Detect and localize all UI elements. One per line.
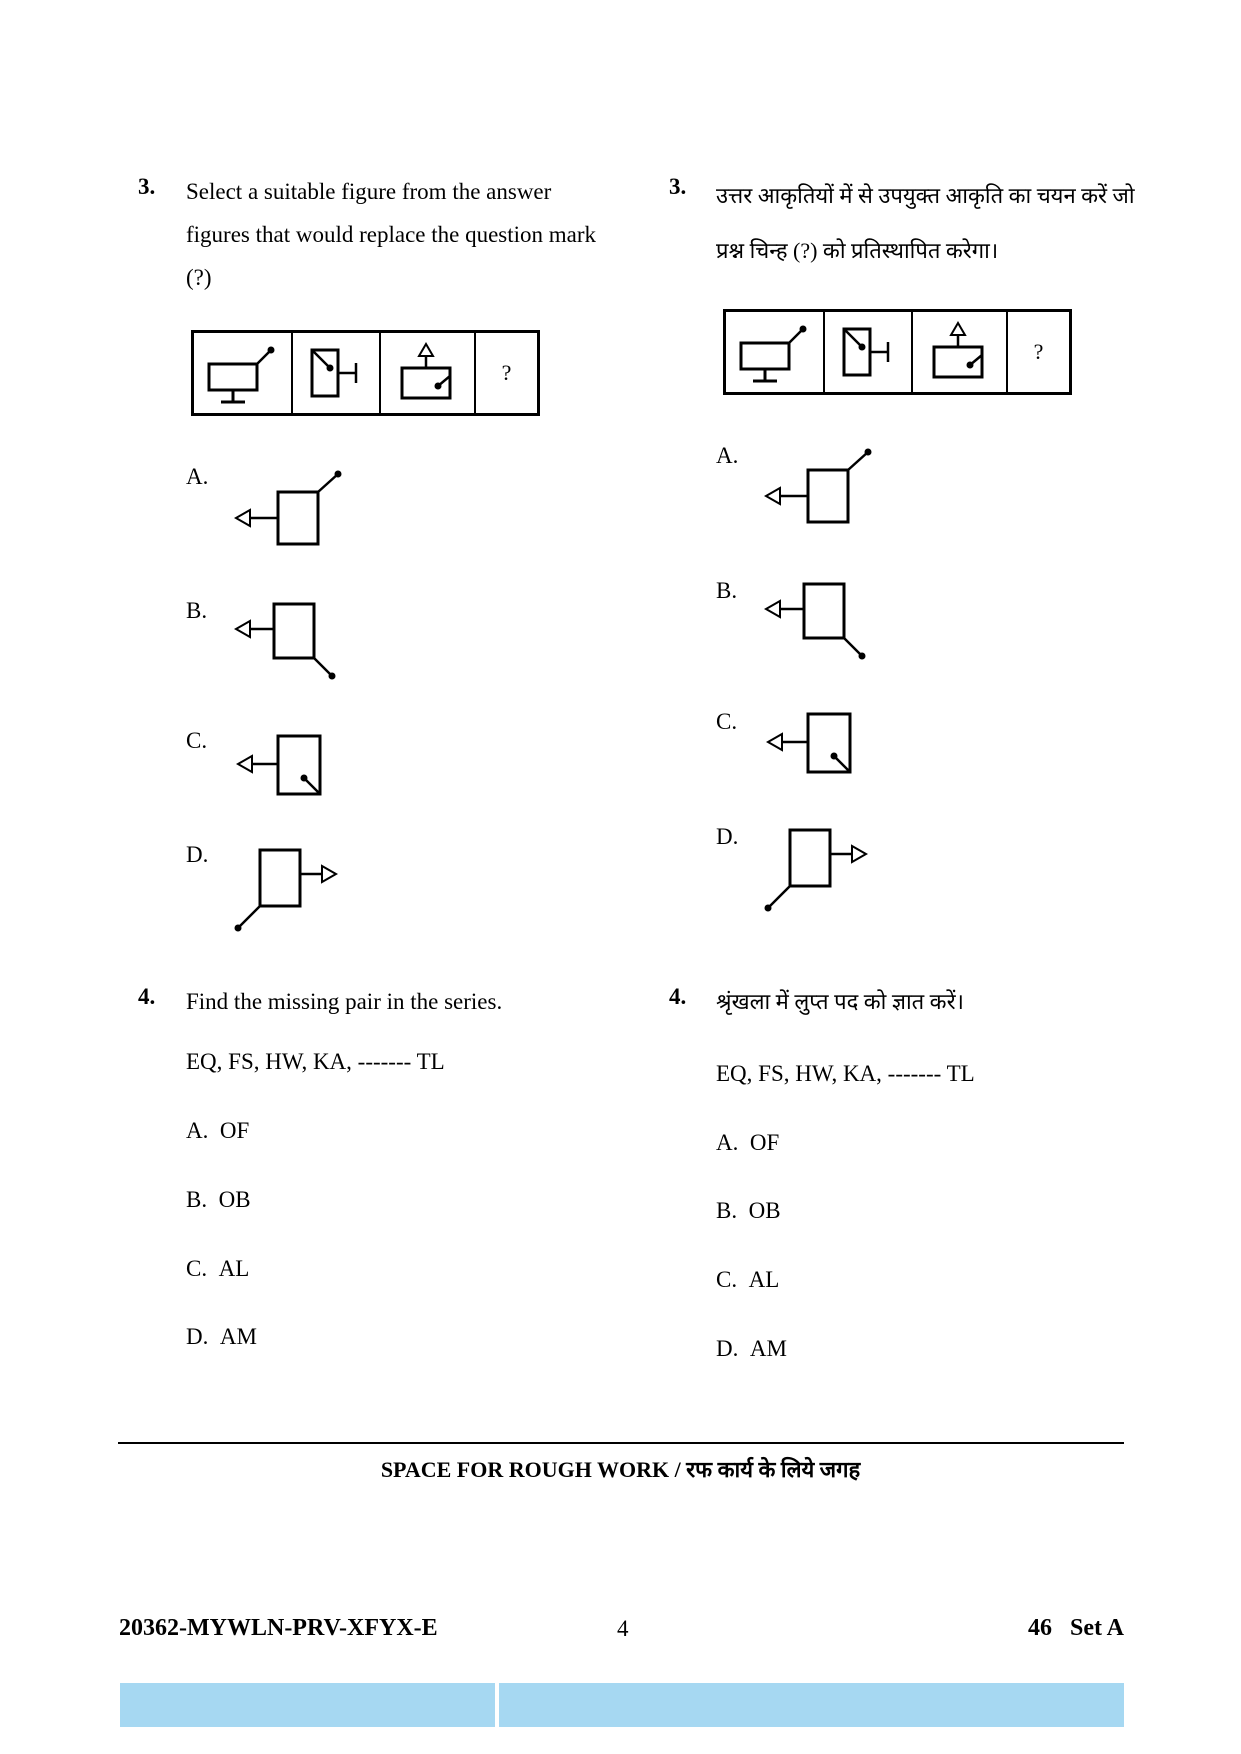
option-value: AL: [218, 1256, 250, 1281]
option-value: AM: [219, 1324, 257, 1349]
figure-monitor: [726, 312, 825, 392]
footer-band-left: [120, 1683, 495, 1727]
rough-work-heading: SPACE FOR ROUGH WORK / रफ कार्य के लिये जगह: [380, 1457, 861, 1482]
option-d[interactable]: [716, 1336, 787, 1362]
question-text: श्रृंखला में लुप्त पद को ज्ञात करें।: [716, 989, 964, 1014]
option-d[interactable]: [186, 1324, 257, 1350]
question-text: Select a suitable figure from the answer figures that would replace the question mark (?): [186, 179, 597, 290]
option-label: B.: [186, 1187, 208, 1212]
question-text: Find the missing pair in the series.: [186, 989, 503, 1014]
set-label: 46 Set A: [1028, 1615, 1124, 1641]
option-label-c: C.: [186, 728, 208, 753]
option-b-figure[interactable]: [760, 576, 880, 668]
option-label-a: A.: [716, 443, 739, 468]
figure-rect-dot-bar: [825, 312, 913, 392]
option-b[interactable]: [716, 1198, 781, 1224]
option-c[interactable]: [716, 1267, 779, 1293]
question-text: उत्तर आकृतियों में से उपयुक्त आकृति का चयन करें जो प्रश्न चिन्ह (?) को प्रतिस्थापित करेगा।: [716, 183, 1135, 263]
option-label-d: D.: [716, 824, 739, 849]
question-mark-cell: [476, 333, 537, 413]
paper-code: 20362-MYWLN-PRV-XFYX-E: [119, 1615, 438, 1641]
option-value: OF: [749, 1130, 780, 1155]
option-label-d: D.: [186, 842, 209, 867]
option-value: OB: [218, 1187, 251, 1212]
page-number: 4: [617, 1616, 629, 1641]
question-number: 4.: [669, 984, 687, 1009]
figure-arrow-rect: [913, 312, 1008, 392]
option-label-b: B.: [716, 578, 738, 603]
option-label: C.: [716, 1267, 738, 1292]
option-label-b: B.: [186, 598, 208, 623]
question-number: 3.: [138, 174, 156, 199]
figure-monitor: [194, 333, 293, 413]
option-d-figure[interactable]: [230, 842, 360, 942]
option-label: A.: [716, 1130, 739, 1155]
option-value: OB: [748, 1198, 781, 1223]
question-figure-sequence: [723, 309, 1072, 395]
option-c-figure[interactable]: [760, 704, 880, 796]
figure-arrow-rect: [381, 333, 476, 413]
option-label-c: C.: [716, 709, 738, 734]
question-mark: ?: [1033, 339, 1044, 364]
option-value: AL: [748, 1267, 780, 1292]
option-label: C.: [186, 1256, 208, 1281]
option-c-figure[interactable]: [230, 726, 350, 818]
option-a[interactable]: [186, 1118, 249, 1144]
question-mark: ?: [501, 360, 512, 385]
footer-band-right: [499, 1683, 1124, 1727]
option-d-figure[interactable]: [760, 822, 890, 922]
option-a[interactable]: [716, 1130, 779, 1156]
option-b[interactable]: [186, 1187, 251, 1213]
option-c[interactable]: [186, 1256, 249, 1282]
series-text: EQ, FS, HW, KA, ------- TL: [186, 1049, 445, 1074]
option-a-figure[interactable]: [230, 464, 350, 556]
option-b-figure[interactable]: [230, 596, 350, 688]
option-value: AM: [749, 1336, 787, 1361]
option-value: OF: [219, 1118, 250, 1143]
question-mark-cell: [1008, 312, 1069, 392]
series-text: EQ, FS, HW, KA, ------- TL: [716, 1061, 975, 1086]
question-number: 3.: [669, 174, 687, 199]
question-figure-sequence: [191, 330, 540, 416]
option-label-a: A.: [186, 464, 209, 489]
option-a-figure[interactable]: [760, 442, 880, 534]
option-label: D.: [186, 1324, 209, 1349]
question-number: 4.: [138, 984, 156, 1009]
figure-rect-dot-bar: [293, 333, 381, 413]
option-label: D.: [716, 1336, 739, 1361]
rough-work-divider: [118, 1442, 1124, 1444]
option-label: A.: [186, 1118, 209, 1143]
option-label: B.: [716, 1198, 738, 1223]
